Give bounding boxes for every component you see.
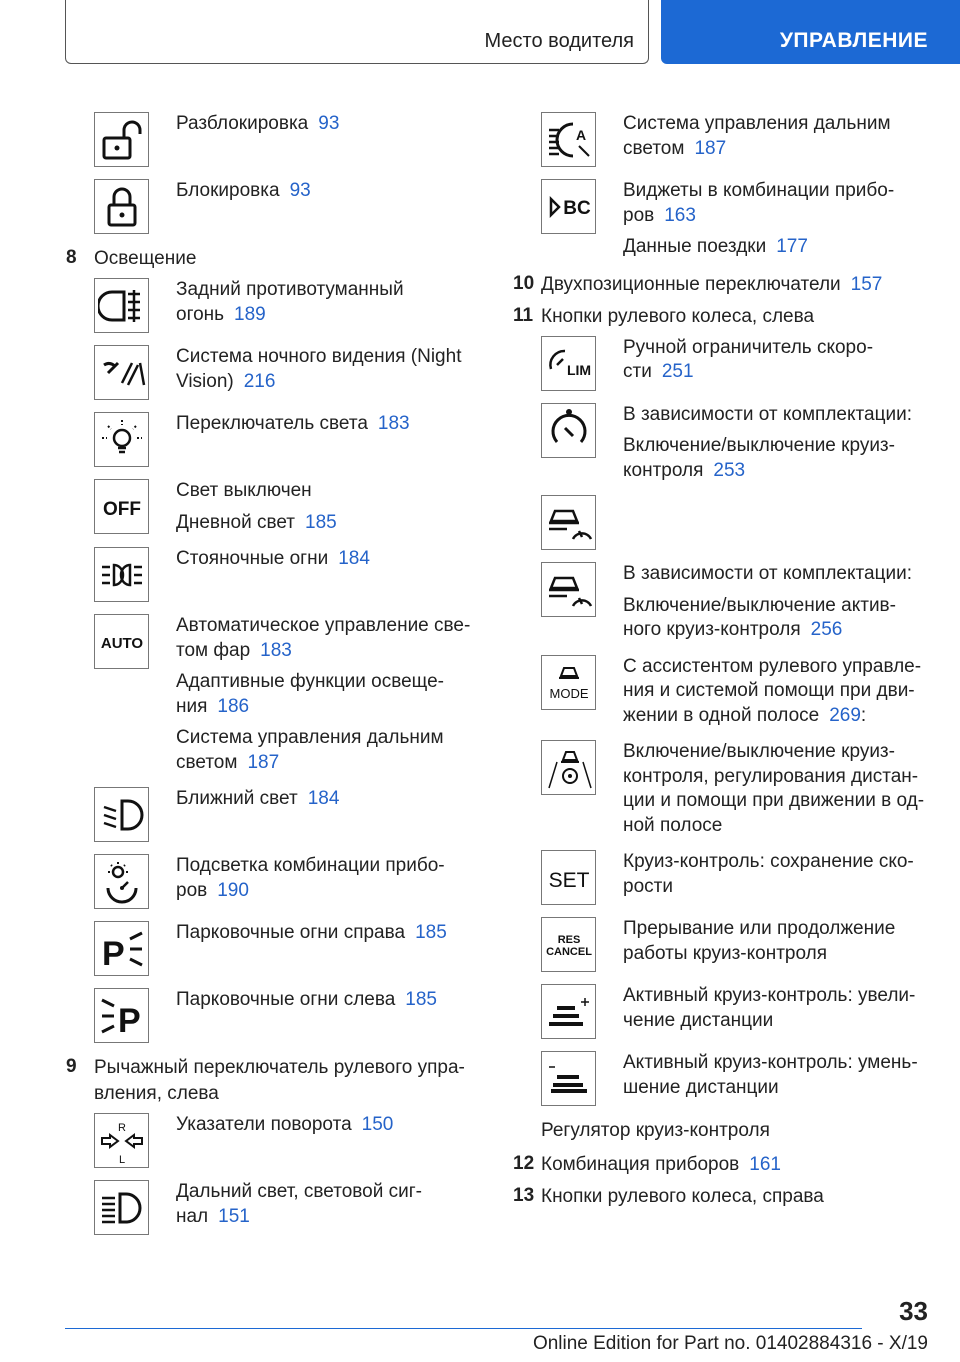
section-title [94,1055,465,1107]
legend-entry [94,1180,476,1235]
entry-label: светом [623,137,685,159]
unlock-icon [94,112,149,167]
page-reference-link[interactable]: 183 [377,413,410,434]
entry-line [623,403,933,428]
distance-decrease-icon [541,1051,596,1106]
night-vision-icon [94,345,149,400]
header-chapter-title: УПРАВЛЕНИЕ [779,29,928,52]
entry-label: С ассистентом рулевого управле- [623,655,922,677]
entry-line [176,112,476,137]
entry-line [176,511,476,536]
entry-label: рости [623,875,673,897]
section-heading [513,304,933,330]
legend-entry [541,336,933,391]
entry-line [176,1113,476,1138]
entry-line [176,854,476,879]
legend-entry [541,112,933,167]
legend-entry [94,547,476,602]
header-section [65,0,649,64]
entry-label: Указатели поворота [176,1114,352,1135]
entry-line [176,179,476,204]
page-reference-link[interactable]: 187 [247,751,280,773]
footer-divider [65,1328,862,1329]
distance-control-icon [541,495,596,550]
svg-text:RES: RES [557,933,580,946]
entry-text [176,614,476,775]
legend-entry [541,917,933,972]
legend-entry [94,112,476,167]
entry-label: ного круиз-контроля [623,619,801,640]
entry-line [176,670,476,695]
entry-line [623,917,933,942]
section-heading [66,246,476,272]
speed-limiter-icon [541,336,596,391]
legend-entry [94,179,476,234]
section-heading [513,272,933,298]
entry-line [176,695,476,720]
entry-text [176,345,476,394]
page-number: 33 [899,1296,928,1326]
entry-line [623,336,933,361]
section-number: 12 [513,1153,535,1174]
entry-label: Включение/выключение круиз- [623,435,895,456]
res-cancel-icon [541,917,596,972]
section-number: 9 [66,1056,77,1077]
entry-line [623,179,933,204]
entry-text [623,179,933,260]
svg-text:A: A [575,126,586,143]
entry-line [623,942,933,967]
active-cruise-icon [541,562,596,617]
entry-text [623,850,933,899]
entry-label: Адаптивные функции освеще- [176,671,444,692]
entry-text [623,984,933,1033]
entry-line [176,345,476,370]
entry-line [623,434,933,459]
entry-label: Свет выключен [176,480,312,501]
entry-text [623,740,933,838]
entry-label: Включение/выключение актив- [623,594,896,616]
section-title [541,1152,781,1178]
section-title-text: Кнопки рулевого колеса, справа [541,1186,824,1207]
entry-text [176,412,476,437]
entry-label: светом [176,751,238,773]
high-beam-assist-icon [541,112,596,167]
rear-fog-light-icon [94,278,149,333]
entry-line [176,412,476,437]
page-reference-link[interactable]: 185 [305,511,337,533]
page-reference-link[interactable]: 186 [217,695,250,717]
svg-text:BC: BC [562,197,591,219]
entry-line [623,137,933,162]
entry-line [623,1051,933,1076]
legend-entry [541,984,933,1039]
entry-line [176,1180,476,1205]
entry-label: ной полосе [623,814,723,836]
page-reference-link[interactable]: 93 [318,113,340,134]
entry-line [623,360,933,385]
entry-line [623,459,933,484]
entry-label: том фар [176,639,251,661]
off-icon [94,479,149,534]
page-reference-link[interactable]: 93 [289,180,311,201]
entry-label: шение дистанции [623,1076,779,1098]
page-reference-link[interactable]: 150 [361,1114,394,1135]
svg-text:L: L [118,1153,125,1165]
entry-label: Система управления дальним [623,113,891,134]
entry-label: огонь [176,303,225,325]
legend-entry [541,740,933,838]
entry-text [176,787,476,812]
page-reference-link[interactable]: 161 [749,1154,781,1175]
legend-entry [541,403,933,484]
entry-line [176,370,476,395]
section-number: 13 [513,1185,535,1206]
entry-label: Активный круиз-контроль: увели- [623,985,916,1006]
entry-label: Ручной ограничитель скоро- [623,336,874,358]
entry-line [623,204,933,229]
legend-entry [94,479,476,535]
entry-label: ции и помощи при движении в од- [623,790,925,811]
page-reference-link[interactable]: 185 [415,922,447,943]
entry-line [623,765,933,790]
entry-label: Подсветка комбинации прибо- [176,855,445,876]
entry-text [176,988,476,1013]
entry-label: Vision) [176,370,234,392]
footer-text: Online Edition for Part no. 01402884316 - X/19 [532,1333,928,1354]
section-title-line: Рычажный переключатель рулевого упра- [94,1057,465,1078]
svg-text:LIM: LIM [566,362,591,378]
entry-line [176,639,476,664]
svg-text:R: R [117,1121,126,1134]
legend-entry [94,1113,476,1168]
legend-entry [94,854,476,909]
entry-line [176,614,476,639]
parking-lights-icon [94,547,149,602]
entry-line [176,303,476,328]
entry-line [623,679,933,704]
turn-signal-icon [94,1113,149,1168]
legend-entry [541,179,933,260]
section-number: 8 [66,247,77,268]
entry-line [176,479,476,504]
entry-text [176,921,476,946]
entry-label: работы круиз-контроля [623,942,827,964]
svg-text:OFF: OFF [102,498,141,520]
entry-line [623,875,933,900]
section-title-text: Кнопки рулевого колеса, слева [541,305,815,327]
entry-label: Блокировка [176,180,280,201]
entry-label: ров [176,879,208,901]
page-reference-link[interactable]: 269 [829,704,861,726]
entry-label: Переключатель света [176,413,368,434]
svg-text:MODE: MODE [549,686,588,701]
entry-line [176,988,476,1013]
entry-line [176,278,476,303]
entry-text [176,112,476,137]
section-title-text: Двухпозиционные переключатели [541,273,841,295]
page-reference-link[interactable]: 256 [810,619,843,640]
auto-icon [94,614,149,669]
parking-light-right-icon [94,921,149,976]
page-reference-link[interactable]: 216 [243,370,276,392]
entry-line [176,1205,476,1230]
header-section-title: Место водителя [484,30,634,52]
entry-label: Система управления дальним [176,727,444,748]
entry-line [623,112,933,137]
entry-label: Парковочные огни слева [176,989,396,1010]
cruise-controller-label: Регулятор круиз-контроля [541,1120,770,1141]
low-beam-icon [94,787,149,842]
entry-line [623,850,933,875]
entry-text [176,1113,476,1138]
entry-label: Дальний свет, световой сиг- [176,1181,422,1202]
entry-label: Парковочные огни справа [176,922,406,943]
entry-label: В зависимости от комплектации: [623,563,912,584]
section-number: 10 [513,272,535,294]
cruise-control-icon [541,403,596,458]
entry-line [176,921,476,946]
entry-label: Прерывание или продолжение [623,918,896,939]
distance-increase-icon [541,984,596,1039]
entry-label: В зависимости от комплектации: [623,403,912,425]
entry-suffix: : [860,704,867,726]
lock-icon [94,179,149,234]
section-title-text: Комбинация приборов [541,1154,740,1175]
entry-label: Автоматическое управление све- [176,615,471,636]
entry-label: Виджеты в комбинации прибо- [623,180,895,201]
section-title-line: вления, слева [94,1083,219,1104]
entry-line [623,594,933,619]
legend-entry [94,412,476,467]
section-title-text: Освещение [94,248,197,269]
section-title [94,246,196,272]
entry-line [623,984,933,1009]
page-reference-link[interactable]: 184 [307,788,340,809]
legend-entry [541,562,933,643]
right-column [513,112,933,1216]
svg-text:AUTO: AUTO [100,634,143,652]
page-reference-link[interactable]: 189 [234,303,266,325]
entry-label: Включение/выключение круиз- [623,741,895,762]
entry-label: Ближний свет [176,788,298,809]
entry-line [623,704,933,729]
entry-label: Разблокировка [176,113,309,134]
set-icon [541,850,596,905]
left-column [66,112,476,1247]
section-heading [513,1184,933,1210]
entry-text [176,854,476,903]
entry-label: Задний противотуманный [176,279,404,300]
entry-text [623,655,933,729]
page-reference-link[interactable]: 251 [661,361,694,382]
section-heading [513,1152,933,1178]
lane-assist-icon [541,740,596,795]
entry-text [176,278,476,327]
entry-line [176,547,476,572]
entry-line [623,1076,933,1101]
entry-line [623,814,933,839]
section-heading [66,1055,476,1107]
entry-line [623,655,933,680]
entry-text [176,479,476,535]
entry-label: Стояночные огни [176,548,329,569]
bc-icon [541,179,596,234]
entry-line [623,1009,933,1034]
legend-entry [541,495,933,550]
entry-line [176,787,476,812]
entry-line [623,235,933,260]
entry-label: Система ночного видения (Night [176,346,462,367]
high-beam-icon [94,1180,149,1235]
entry-label: жении в одной полосе [623,704,820,726]
entry-line [623,618,933,643]
entry-label: ния и системой помощи при дви- [623,680,915,701]
page-reference-link[interactable]: 184 [338,548,370,569]
entry-text [623,403,933,484]
legend-entry [94,278,476,333]
page-reference-link[interactable]: 163 [664,204,696,226]
entry-text [623,336,933,385]
entry-text [623,562,933,643]
entry-label: Данные поездки [623,236,767,257]
entry-text [623,112,933,161]
legend-entry [94,787,476,842]
entry-line [176,726,476,751]
section-title [541,1184,824,1210]
svg-text:CANCEL: CANCEL [545,945,592,958]
entry-line [176,751,476,776]
entry-label: ров [623,204,655,226]
entry-label: чение дистанции [623,1009,774,1031]
page-reference-link[interactable]: 157 [850,273,883,295]
legend-entry [541,850,933,905]
svg-text:SET: SET [548,868,589,892]
legend-entry [94,614,476,775]
entry-label: Круиз-контроль: сохранение ско- [623,851,914,872]
svg-text:P: P [117,1001,141,1040]
legend-entry [541,655,933,729]
entry-label: контроля, регулирования дистан- [623,765,919,787]
entry-text [623,917,933,966]
section-number: 11 [513,304,534,326]
entry-label: нал [176,1205,209,1227]
page-reference-link[interactable]: 183 [260,639,292,661]
section-title [541,272,882,298]
page-reference-link[interactable]: 187 [694,137,727,159]
entry-label: ния [176,695,208,717]
entry-line [623,740,933,765]
entry-line [623,789,933,814]
entry-text [176,547,476,572]
legend-entry [94,921,476,976]
header-chapter [661,0,960,64]
parking-light-left-icon [94,988,149,1043]
instrument-lighting-icon [94,854,149,909]
page-reference-link[interactable]: 190 [217,879,249,901]
entry-label: Активный круиз-контроль: умень- [623,1052,918,1073]
legend-entry [94,988,476,1043]
page-reference-link[interactable]: 177 [776,236,808,257]
entry-text [176,179,476,204]
entry-label: Дневной свет [176,511,295,533]
legend-entry [94,345,476,400]
entry-line [176,879,476,904]
legend-entry [541,1051,933,1106]
entry-text [176,1180,476,1229]
entry-label: контроля [623,459,704,481]
entry-text [623,1051,933,1100]
section-title [541,304,814,330]
entry-line [623,562,933,587]
page-reference-link[interactable]: 185 [405,989,437,1010]
page-reference-link[interactable]: 253 [713,459,746,481]
entry-label: сти [623,361,652,382]
light-switch-icon [94,412,149,467]
svg-text:P: P [101,934,125,973]
page-reference-link[interactable]: 151 [218,1205,250,1227]
mode-icon [541,655,596,710]
